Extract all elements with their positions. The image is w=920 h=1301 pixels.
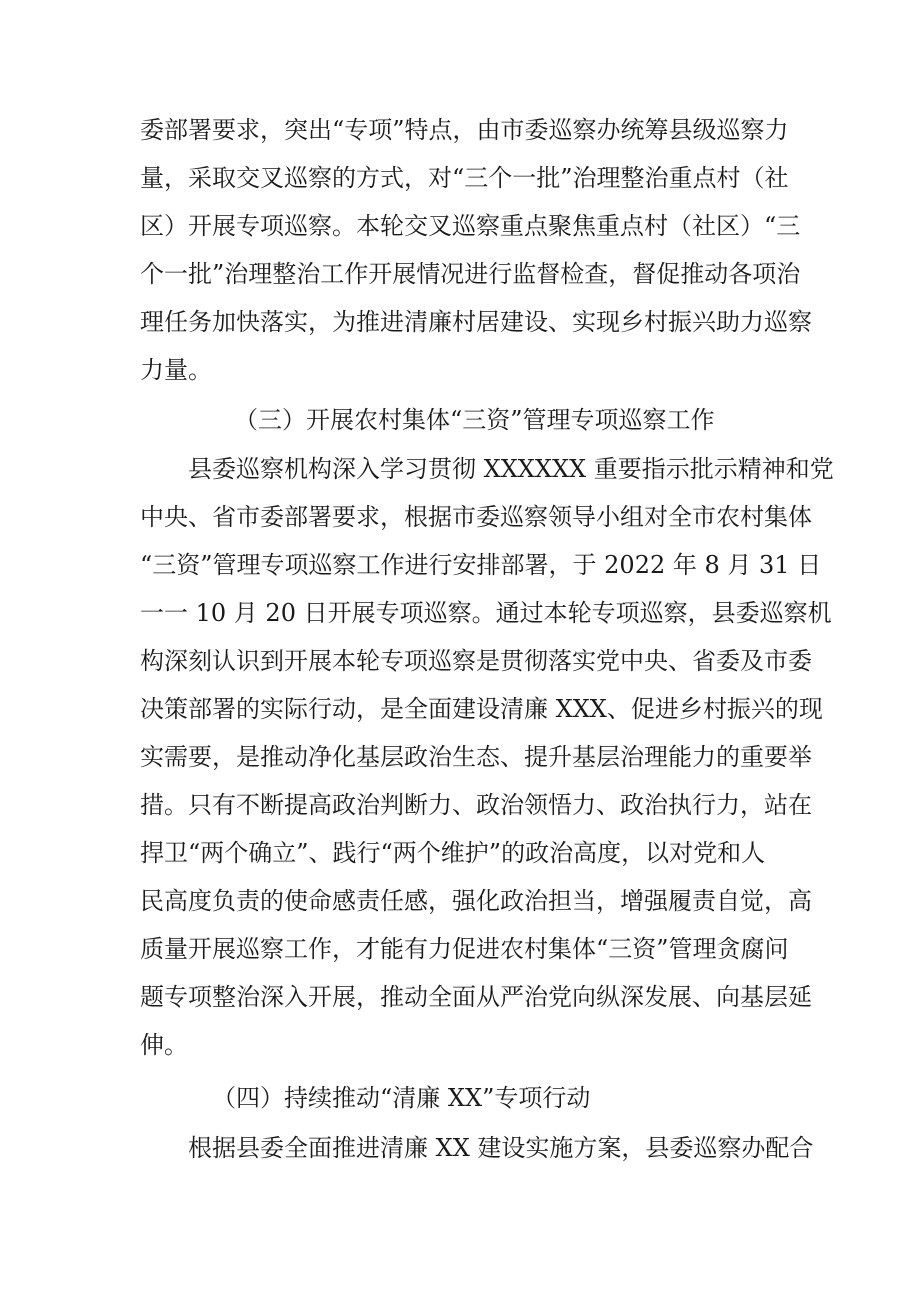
text-line: 理任务加快落实，为推进清廉村居建设、实现乡村振兴助力巡察 — [140, 308, 812, 336]
text-line: 区）开展专项巡察。本轮交叉巡察重点聚焦重点村（社区）“三 — [140, 212, 801, 240]
text-line: “三资”管理专项巡察工作进行安排部署，于 2022 年 8 月 31 日 — [140, 551, 822, 579]
text-line: 委部署要求，突出“专项”特点，由市委巡察办统筹县级巡察力 — [140, 116, 789, 144]
text-line: 个一批”治理整治工作开展情况进行监督检查，督促推动各项治 — [140, 260, 801, 288]
text-line: 措。只有不断提高政治判断力、政治领悟力、政治执行力，站在 — [140, 791, 812, 819]
text-line: 民高度负责的使命感责任感，强化政治担当，增强履责自觉，高 — [140, 887, 812, 915]
text-line: 一一 10 月 20 日开展专项巡察。通过本轮专项巡察，县委巡察机 — [140, 599, 832, 627]
section-heading: （四）持续推动“清廉 XX”专项行动 — [212, 1084, 591, 1112]
text-line: 题专项整治深入开展，推动全面从严治党向纵深发展、向基层延 — [140, 983, 812, 1011]
text-line: 县委巡察机构深入学习贯彻 XXXXXX 重要指示批示精神和党 — [188, 455, 834, 483]
text-line: 实需要，是推动净化基层政治生态、提升基层治理能力的重要举 — [140, 743, 812, 771]
section-heading: （三）开展农村集体“三资”管理专项巡察工作 — [234, 406, 715, 434]
text-line: 力量。 — [140, 356, 212, 384]
text-line: 中央、省市委部署要求，根据市委巡察领导小组对全市农村集体 — [140, 503, 812, 531]
text-line: 伸。 — [140, 1031, 188, 1059]
text-line: 构深刻认识到开展本轮专项巡察是贯彻落实党中央、省委及市委 — [140, 647, 812, 675]
text-line: 质量开展巡察工作，才能有力促进农村集体“三资”管理贪腐问 — [140, 935, 789, 963]
text-line: 根据县委全面推进清廉 XX 建设实施方案，县委巡察办配合 — [188, 1134, 814, 1162]
text-line: 量，采取交叉巡察的方式，对“三个一批”治理整治重点村（社 — [140, 164, 789, 192]
text-line: 捍卫“两个确立”、践行“两个维护”的政治高度，以对党和人 — [140, 839, 766, 867]
text-line: 决策部署的实际行动，是全面建设清廉 XXX、促进乡村振兴的现 — [140, 695, 823, 723]
